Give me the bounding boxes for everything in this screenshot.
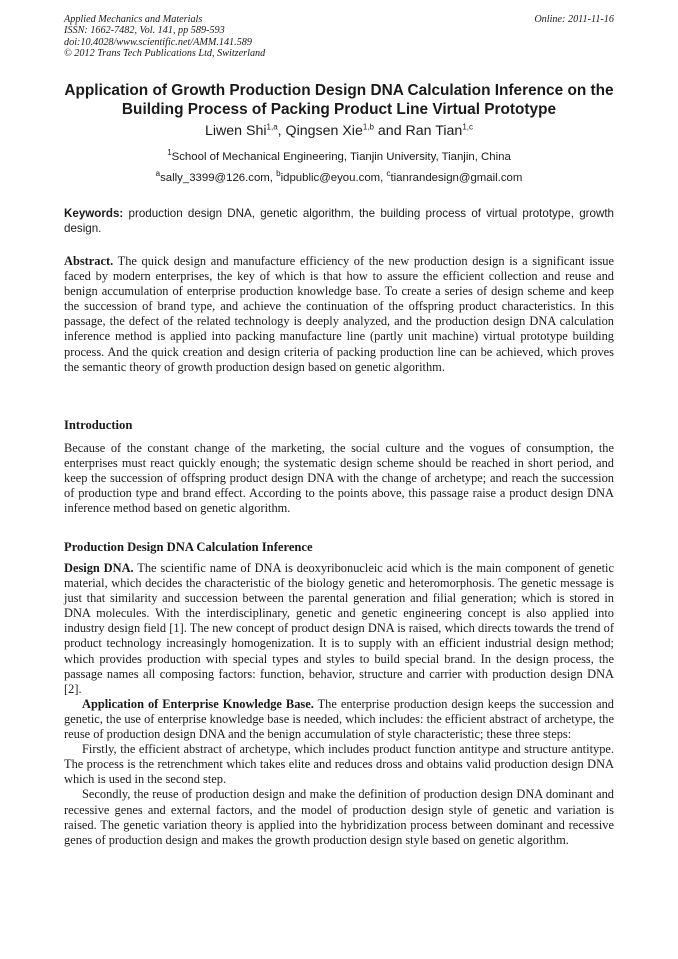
introduction-paragraph: Because of the constant change of the marketing, the social culture and the vogues of consumption, the enterprises must react quickly enough; the systematic design scheme should be reached in short period, and keep the succession of offspring product design DNA with the change of archetype; and reach the succession of production type and brand effect. According to the points above, this passage raise a product design DNA inference method based on genetic algorithm. — [64, 441, 614, 516]
abstract-text: The quick design and manufacture efficiency of the new production design is a significant issue faced by modern enterprises, the key of which is that how to assure the efficient collection and reuse and benign accumulation of enterprise production knowledge base. To create a series of design scheme and keep the succession of brand type, and achieve the continuation of the offspring product characteristics. In this passage, the defect of the related technology is deeply analyzed, and the production design DNA calculation inference method is applied into packing manufacture line (partly unit machine) virtual prototype building process. And the quick creation and design criteria of packing production line can be achieved, which proves the semantic theory of growth production design based on genetic algorithm. — [64, 254, 614, 374]
email-link[interactable]: sally_3399@126.com, — [160, 172, 277, 184]
author-separator: and — [373, 123, 406, 139]
abstract-block — [64, 254, 614, 375]
journal-name: Applied Mechanics and Materials — [64, 14, 203, 25]
email-superscript: a — [155, 169, 161, 179]
email-link[interactable]: tianrandesign@gmail.com — [390, 172, 523, 184]
section-body — [64, 561, 614, 848]
affiliation-text: School of Mechanical Engineering, Tianjin University, Tianjin, China — [171, 151, 511, 163]
author-superscript: 1,c — [462, 122, 473, 132]
author-superscript: 1,b — [362, 122, 374, 132]
abstract-label: Abstract. — [64, 254, 114, 268]
email-superscript: c — [386, 169, 391, 179]
author-name: Qingsen Xie — [285, 123, 363, 139]
affiliation — [0, 148, 678, 163]
section-heading: Production Design DNA Calculation Inference — [64, 540, 313, 554]
introduction-heading: Introduction — [64, 418, 133, 432]
author-list — [0, 123, 678, 139]
paragraph-label: Design DNA. — [64, 561, 134, 575]
author-separator: , — [277, 123, 286, 139]
issn-line: ISSN: 1662-7482, Vol. 141, pp 589-593 — [64, 25, 225, 37]
online-date: Online: 2011-11-16 — [534, 14, 614, 25]
copyright-line: © 2012 Trans Tech Publications Ltd, Switzerland — [64, 48, 266, 60]
keywords-label: Keywords: — [64, 207, 124, 220]
keywords-text: production design DNA, genetic algorithm, the building process of virtual prototype, growth design. — [64, 207, 614, 236]
paragraph: Firstly, the efficient abstract of archetype, which includes product function antitype and structure antitype. The process is the retrenchment which takes elite and reduces dross and obtains valid production design DNA which is used in the second step. — [64, 742, 614, 787]
paragraph-text: The scientific name of DNA is deoxyribonucleic acid which is the main component of genetic material, which decides the characteristic of the biology genetic and heteromorphosis. The genetic message is just that similarity and succession between the parental generation and filial generation; which is stored in DNA molecules. With the interdisciplinary, genetic and genetic engineering concept is also applied into industry design field [1]. The new concept of product design DNA is raised, which directs towards the trend of product technology increasingly homogenization. It is to supply with an efficient industrial design method; which provides production with special types and styles to build special brand. In the design process, the passage names all composing factors: function, behavior, structure and carrier with production design DNA [2]. — [64, 561, 614, 696]
paragraph-text: The enterprise production design keeps the succession and genetic, the use of enterprise knowledge base is needed, which includes: the efficient abstract of archetype, the reuse of production design DNA and the benign accumulation of style characteristic; these three steps: — [64, 696, 614, 742]
keywords-block — [64, 206, 614, 236]
paper-title: Application of Growth Production Design DNA Calculation Inference on the Building Process of Packing Product Line Virtual Prototype — [64, 82, 614, 118]
email-list — [0, 169, 678, 184]
journal-header — [64, 14, 614, 60]
author-superscript: 1,a — [266, 122, 278, 132]
affiliation-superscript: 1 — [167, 148, 172, 158]
paragraph — [64, 561, 614, 697]
email-superscript: b — [276, 169, 281, 179]
paragraph: Secondly, the reuse of production design and make the definition of production design DNA dominant and recessive genes and external factors, and the model of production design style of genetic and variation is raised. The genetic variation theory is applied into the hybridization process between dominant and recessive genes of production design and makes the growth production design style based on genetic algorithm. — [64, 787, 614, 847]
author-name: Ran Tian — [405, 123, 463, 139]
doi-line: doi:10.4028/www.scientific.net/AMM.141.589 — [64, 36, 252, 48]
paragraph-label: Application of Enterprise Knowledge Base. — [82, 696, 314, 711]
paragraph — [64, 697, 614, 742]
email-link[interactable]: idpublic@eyou.com, — [280, 172, 387, 184]
author-name: Liwen Shi — [205, 123, 267, 139]
